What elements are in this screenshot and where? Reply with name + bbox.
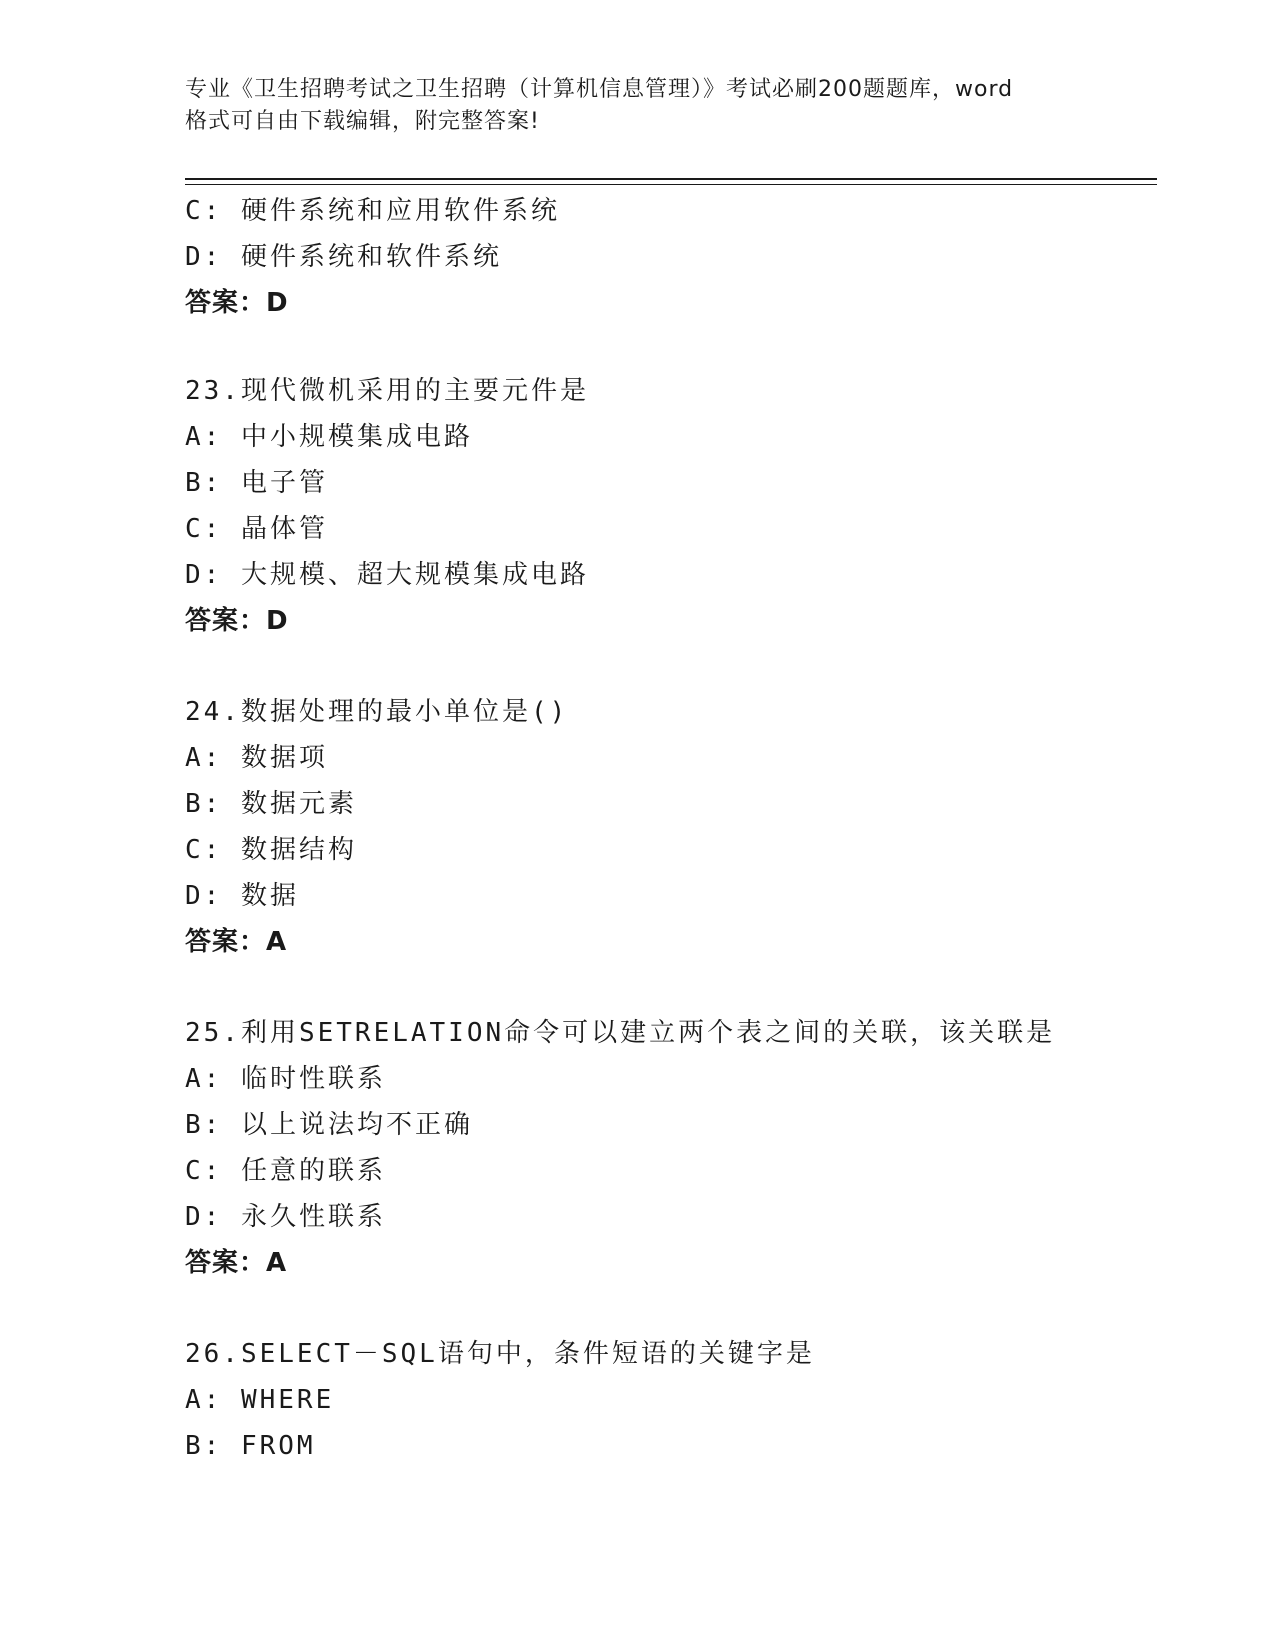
option-b: B: 数据元素 (185, 789, 357, 819)
option-b: B: FROM (185, 1431, 316, 1461)
option-c: C: 硬件系统和应用软件系统 (185, 196, 560, 226)
document-header (185, 74, 1085, 138)
option-c: C: 任意的联系 (185, 1156, 386, 1186)
option-d: D: 数据 (185, 881, 299, 911)
option-c: C: 数据结构 (185, 835, 357, 865)
option-b: B: 电子管 (185, 468, 328, 498)
option-a: A: 中小规模集成电路 (185, 422, 473, 452)
question-stem: 23.现代微机采用的主要元件是 (185, 376, 589, 406)
option-b: B: 以上说法均不正确 (185, 1110, 473, 1140)
answer-line: 答案：A (185, 1248, 288, 1278)
option-c: C: 晶体管 (185, 514, 328, 544)
question-list (185, 188, 1145, 1469)
header-divider-thin (185, 184, 1157, 185)
answer-line: 答案：D (185, 606, 289, 636)
spacer (185, 965, 1145, 1010)
answer-line: 答案：A (185, 927, 288, 957)
option-d: D: 大规模、超大规模集成电路 (185, 560, 589, 590)
question-stem: 24.数据处理的最小单位是() (185, 697, 569, 727)
question-stem: 25.利用SETRELATION命令可以建立两个表之间的关联，该关联是 (185, 1018, 1056, 1048)
header-divider-thick (185, 178, 1157, 180)
spacer (185, 1286, 1145, 1331)
option-a: A: 数据项 (185, 743, 328, 773)
spacer (185, 326, 1145, 368)
option-a: A: 临时性联系 (185, 1064, 386, 1094)
question-stem: 26.SELECT－SQL语句中，条件短语的关键字是 (185, 1339, 815, 1369)
spacer (185, 644, 1145, 689)
option-a: A: WHERE (185, 1385, 335, 1415)
option-d: D: 永久性联系 (185, 1202, 386, 1232)
header-line-1: 专业《卫生招聘考试之卫生招聘（计算机信息管理）》考试必刷200题题库，word (185, 77, 1014, 102)
option-d: D: 硬件系统和软件系统 (185, 242, 502, 272)
header-line-2: 格式可自由下载编辑，附完整答案! (185, 109, 540, 134)
answer-line: 答案：D (185, 288, 289, 318)
